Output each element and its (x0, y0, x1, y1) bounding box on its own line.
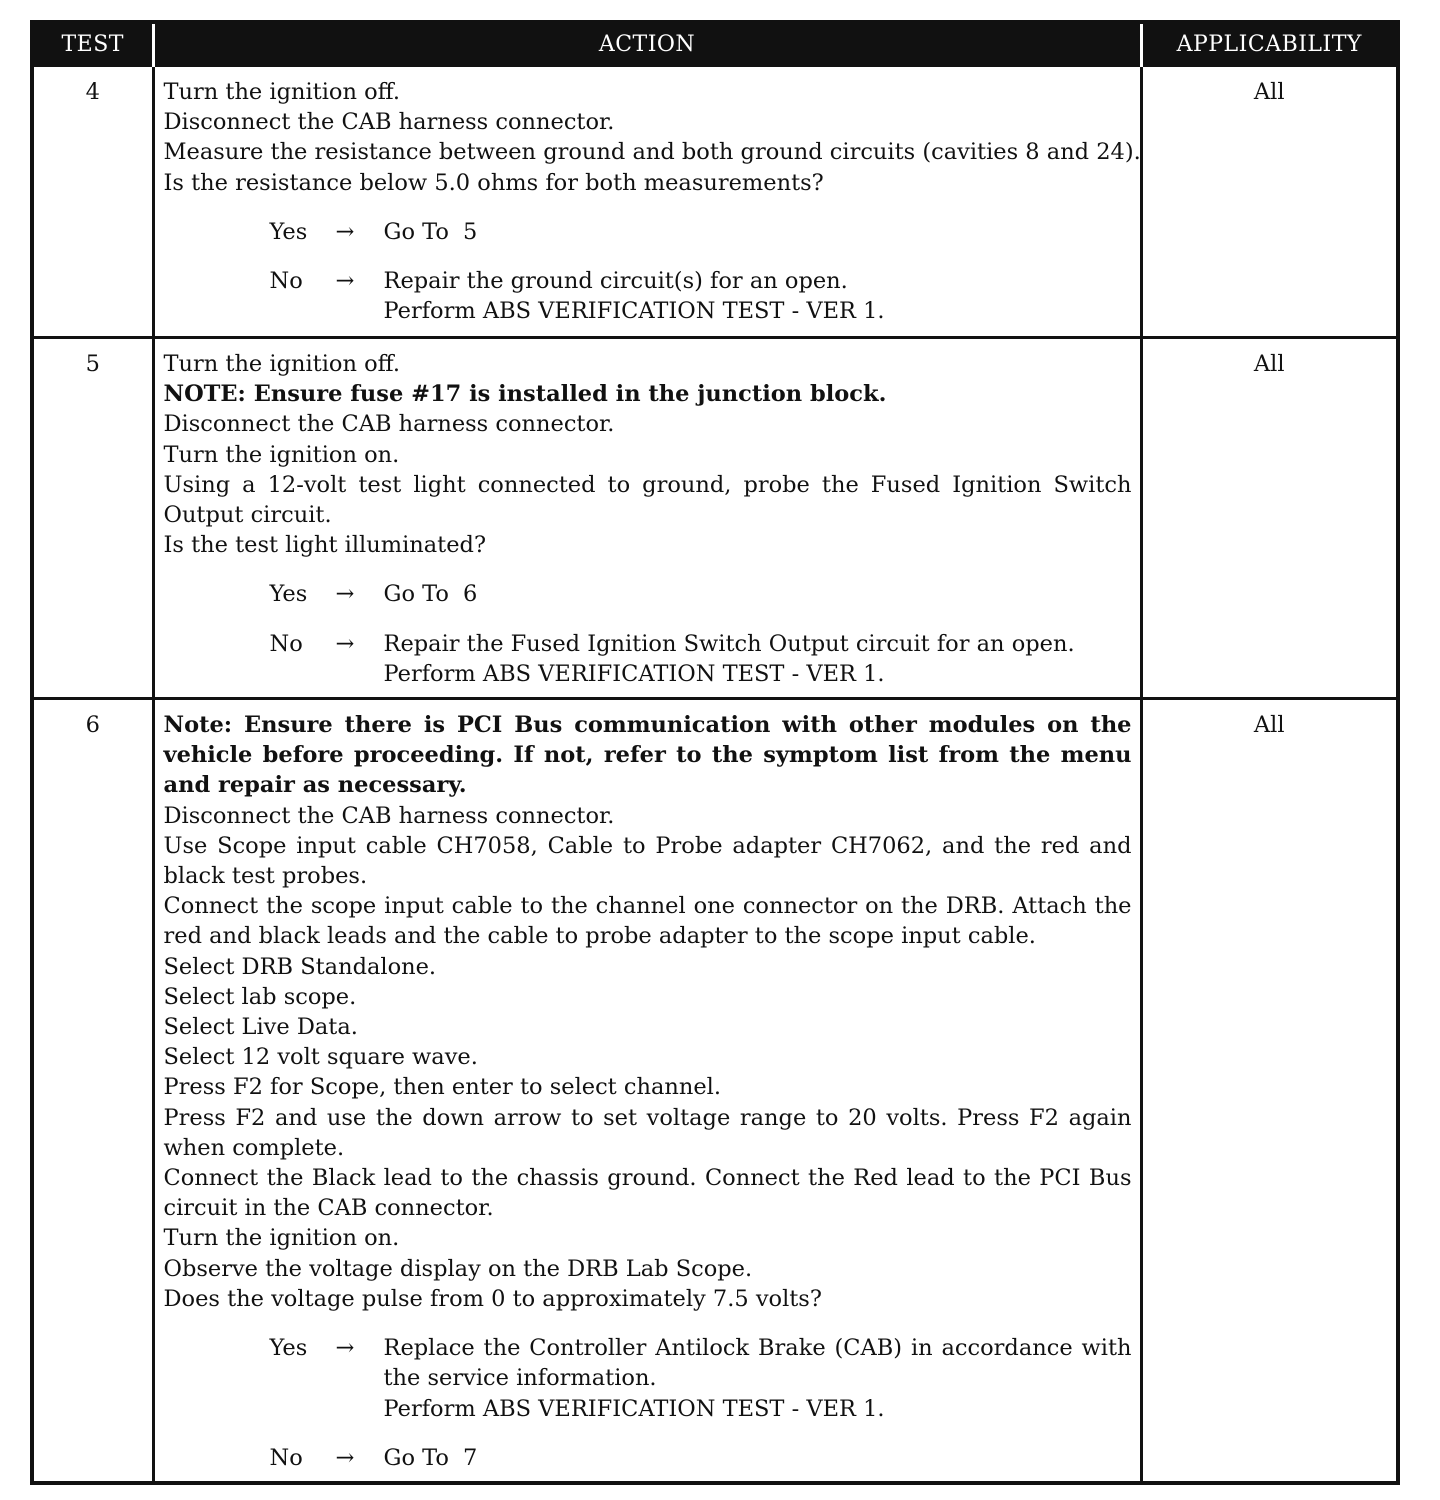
action-step: Disconnect the CAB harness connector. (163, 411, 615, 438)
no-result (164, 266, 1132, 326)
action-cell (153, 338, 1141, 699)
action-step: Disconnect the CAB harness connector. (163, 109, 615, 136)
action-step: Using a 12-volt test light connected to ground, probe the Fused Ignition Switch Output circuit. (163, 471, 1132, 529)
outcome-line: Replace the Controller Antilock Brake (CAB) in accordance with the service information. (383, 1335, 1132, 1392)
table-row (32, 338, 1398, 699)
goto-text: Go To (383, 1444, 449, 1471)
applicability-value: All (1141, 338, 1398, 699)
yes-result (164, 579, 1132, 609)
no-label: No (269, 630, 303, 657)
outcome-line: Perform ABS VERIFICATION TEST - VER 1. (383, 298, 885, 325)
goto-text: Go To (383, 581, 449, 608)
action-step: Turn the ignition on. (163, 441, 400, 468)
no-result (164, 1443, 1132, 1473)
test-number: 4 (32, 66, 153, 338)
yes-outcome (384, 1333, 1132, 1424)
action-step: Select 12 volt square wave. (163, 1044, 478, 1071)
applicability-value: All (1141, 699, 1398, 1483)
yes-outcome (384, 217, 1132, 247)
action-step: Observe the voltage display on the DRB Lab Scope. (163, 1255, 753, 1282)
diagnostic-test-table (30, 20, 1400, 1485)
action-question: Does the voltage pulse from 0 to approximately 7.5 volts? (163, 1285, 822, 1312)
arrow-icon: → (335, 268, 355, 295)
yes-label: Yes (269, 1335, 308, 1362)
action-step: Turn the ignition off. (163, 351, 400, 377)
yes-label: Yes (269, 581, 308, 608)
no-outcome (384, 266, 1132, 326)
arrow-icon: → (335, 630, 355, 657)
action-step: Press F2 for Scope, then enter to select channel. (163, 1074, 722, 1101)
header-test: TEST (32, 22, 153, 66)
outcome-line: Repair the ground circuit(s) for an open. (383, 268, 848, 295)
arrow-icon: → (335, 1335, 355, 1362)
yes-outcome (384, 579, 1132, 609)
test-number: 6 (32, 699, 153, 1483)
action-step: Disconnect the CAB harness connector. (163, 802, 615, 829)
action-step: Select Live Data. (163, 1014, 358, 1041)
goto-number: 5 (462, 218, 478, 245)
header-applicability: APPLICABILITY (1141, 22, 1398, 66)
outcome-line: Perform ABS VERIFICATION TEST - VER 1. (383, 660, 885, 687)
arrow-icon: → (335, 218, 355, 245)
no-label: No (269, 1444, 303, 1471)
no-outcome (384, 629, 1132, 689)
applicability-value: All (1141, 66, 1398, 338)
goto-text: Go To (383, 218, 449, 245)
no-result (164, 629, 1132, 689)
action-step: Connect the scope input cable to the channel one connector on the DRB. Attach the red and black leads and the cable to probe adapter to the scope input cable. (163, 893, 1132, 950)
no-outcome (384, 1443, 1132, 1473)
note-text: NOTE: Ensure fuse #17 is installed in the junction block. (163, 381, 887, 408)
header-action: ACTION (153, 22, 1141, 66)
arrow-icon: → (335, 581, 355, 608)
action-step: Turn the ignition on. (163, 1225, 400, 1252)
outcome-line: Repair the Fused Ignition Switch Output circuit for an open. (383, 630, 1075, 657)
outcome-line: Perform ABS VERIFICATION TEST - VER 1. (383, 1395, 885, 1422)
goto-number: 7 (462, 1444, 478, 1471)
action-step: Select DRB Standalone. (163, 953, 437, 980)
action-step: Measure the resistance between ground and both ground circuits (cavities 8 and 24). (163, 139, 1141, 166)
goto-number: 6 (462, 581, 478, 608)
test-number: 5 (32, 338, 153, 699)
table-row (32, 66, 1398, 338)
action-question: Is the resistance below 5.0 ohms for both measurements? (163, 169, 824, 196)
yes-result (164, 217, 1132, 247)
arrow-icon: → (335, 1444, 355, 1471)
action-cell (153, 699, 1141, 1483)
action-cell (153, 66, 1141, 338)
action-step: Turn the ignition off. (163, 79, 400, 105)
action-step: Use Scope input cable CH7058, Cable to Probe adapter CH7062, and the red and black test probes. (163, 832, 1132, 890)
no-label: No (269, 268, 303, 295)
yes-label: Yes (269, 218, 308, 245)
table-row (32, 699, 1398, 1483)
action-step: Connect the Black lead to the chassis ground. Connect the Red lead to the PCI Bus circuit in the CAB connector. (163, 1165, 1132, 1222)
action-step: Select lab scope. (163, 983, 357, 1010)
yes-result (164, 1333, 1132, 1424)
table-header (32, 22, 1398, 66)
action-question: Is the test light illuminated? (163, 532, 487, 559)
action-step: Press F2 and use the down arrow to set voltage range to 20 volts. Press F2 again when complete. (163, 1104, 1132, 1161)
note-text: Note: Ensure there is PCI Bus communication with other modules on the vehicle before proceeding. If not, refer to the symptom list from the menu and repair as necessary. (163, 712, 1132, 799)
